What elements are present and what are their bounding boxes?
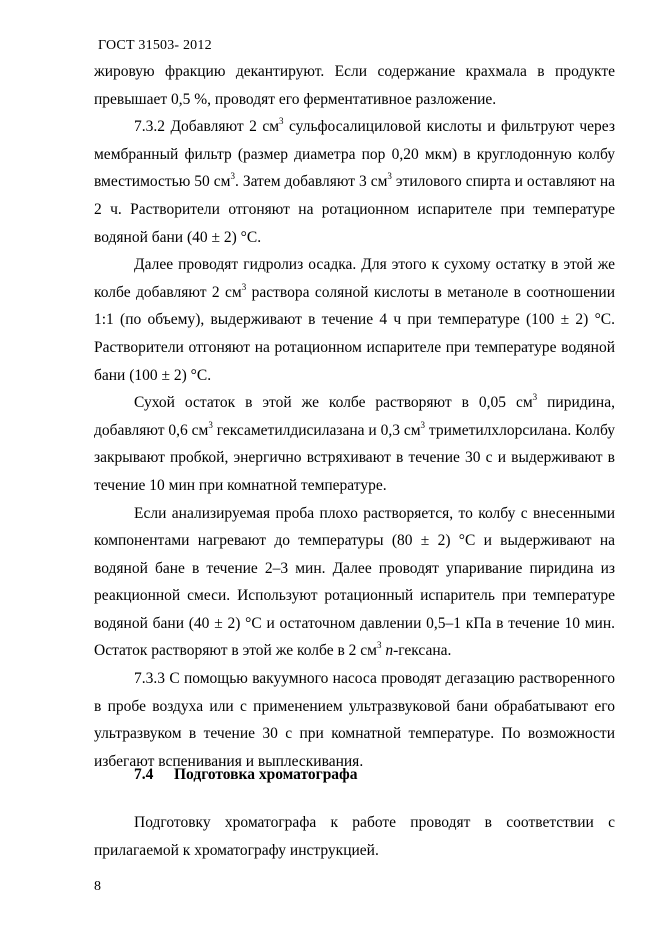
section-heading bbox=[134, 766, 358, 784]
page-number: 8 bbox=[94, 879, 101, 894]
paragraph-7-3-3: 7.3.3 С помощью вакуумного насоса проводят дегазацию растворенного в пробе воздуха или с применением ультразвуковой бани обрабатывают его ультразвуком в течение 30 с при комнатной температуре. По возможности избегают вспенивания и выплескивания. bbox=[94, 670, 615, 770]
section-number: 7.4 bbox=[134, 766, 154, 783]
paragraph-7-3-2: 7.3.2 Добавляют 2 $см^3$ сульфосалициловой кислоты и фильтруют через мембранный фильтр (размер диаметра пор 0,20 мкм) в круглодонную колбу вместимостью 50 $см^3$. Затем добавляют 3 $см^3$ этилового спирта и оставляют на 2 ч. Растворители отгоняют на ротационном испарителе при температуре водяной бани (40 ± 2) °С. bbox=[94, 116, 615, 246]
paragraph-poor-dissolution: Если анализируемая проба плохо растворяется, то колбу с внесенными компонентами нагревают до температуры (80 ± 2) °С и выдерживают на водяной бане в течение 2–3 мин. Далее проводят упаривание пиридина из реакционной смеси. Используют ротационный испаритель при температуре водяной бани (40 ± 2) °С и остаточном давлении 0,5–1 кПа в течение 10 мин. Остаток растворяют в этой же колбе в 2 $см^3$ n-гексана. bbox=[94, 504, 615, 660]
document-header: ГОСТ 31503- 2012 bbox=[98, 38, 212, 53]
paragraph-hydrolysis: Далее проводят гидролиз осадка. Для этого к сухому остатку в этой же колбе добавляют 2 $см^3$ раствора соляной кислоты в метаноле в соотношении 1:1 (по объему), выдерживают в течение 4 ч при температуре (100 ± 2) °С. Растворители отгоняют на ротационном испарителе при температуре водяной бани (100 ± 2) °С. bbox=[94, 256, 616, 384]
paragraph-7-4: Подготовку хроматографа к работе проводят в соответствии с прилагаемой к хроматографу инструкцией. bbox=[94, 814, 615, 859]
body-text bbox=[94, 58, 615, 775]
section-title: Подготовка хроматографа bbox=[174, 766, 358, 783]
body-text-2 bbox=[94, 809, 615, 864]
paragraph-dry-residue: Сухой остаток в этой же колбе растворяют в 0,05 $см^3$ пиридина, добавляют 0,6 $см^3$ гексаметилдисилазана и 0,3 $см^3$ триметилхлорсилана. Колбу закрывают пробкой, энергично встряхивают в течение 30 с и выдерживают в течение 10 мин при комнатной температуре. bbox=[94, 391, 615, 494]
paragraph-1: жировую фракцию декантируют. Если содержание крахмала в продукте превышает 0,5 %, проводят его ферментативное разложение. bbox=[94, 63, 615, 108]
